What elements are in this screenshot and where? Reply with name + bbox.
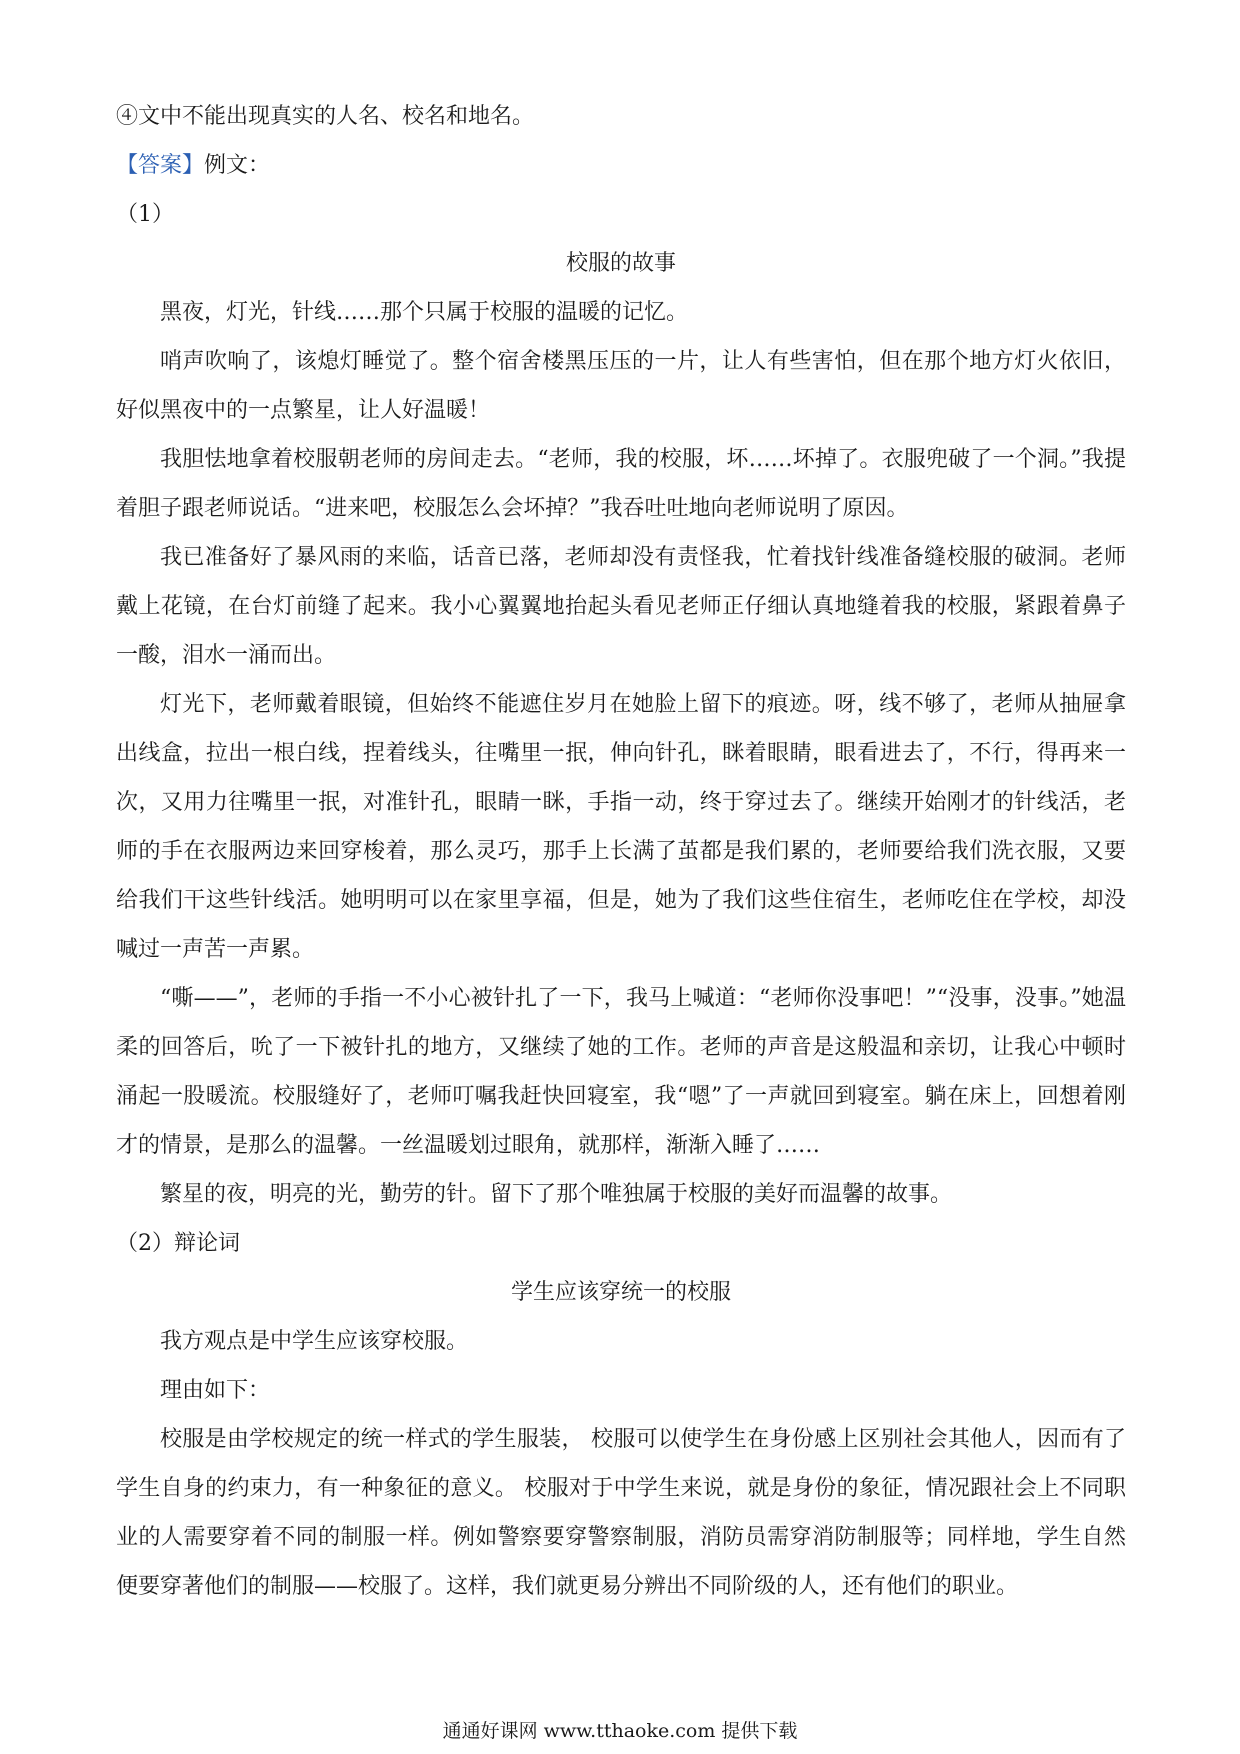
page-footer: 通通好课网 www.tthaoke.com 提供下载 bbox=[442, 1720, 798, 1742]
essay2-paragraph: 校服是由学校规定的统一样式的学生服装， 校服可以使学生在身份感上区别社会其他人，因而有了学生自身的约束力，有一种象征的意义。 校服对于中学生来说，就是身份的象征，情况跟社会上不同职业的人需要穿着不同的制服一样。例如警察要穿警察制服，消防员需穿消防制服等；同样地，学生自然便要穿著他们的制服——校服了。这样，我们就更易分辨出不同阶级的人，还有他们的职业。 bbox=[116, 1427, 1126, 1599]
answer-line bbox=[116, 141, 1126, 190]
essay2-title: 学生应该穿统一的校服 bbox=[510, 1280, 731, 1305]
essay1-title: 校服的故事 bbox=[565, 251, 676, 276]
part2-label: （2）辩论词 bbox=[116, 1231, 240, 1256]
essay1-paragraph: 灯光下，老师戴着眼镜，但始终不能遮住岁月在她脸上留下的痕迹。呀，线不够了，老师从抽屉拿出线盒，拉出一根白线，捏着线头，往嘴里一抿，伸向针孔，眯着眼睛，眼看进去了，不行，得再来一次，又用力往嘴里一抿，对准针孔，眼睛一眯，手指一动，终于穿过去了。继续开始刚才的针线活，老师的手在衣服两边来回穿梭着，那么灵巧，那手上长满了茧都是我们累的，老师要给我们洗衣服，又要给我们干这些针线活。她明明可以在家里享福，但是，她为了我们这些住宿生，老师吃住在学校，却没喊过一声苦一声累。 bbox=[116, 692, 1126, 962]
essay1-paragraph: “嘶——”，老师的手指一不小心被针扎了一下，我马上喊道：“老师你没事吧！”“没事，没事。”她温柔的回答后，吮了一下被针扎的地方，又继续了她的工作。老师的声音是这般温和亲切，让我心中顿时涌起一股暖流。校服缝好了，老师叮嘱我赶快回寝室，我“嗯”了一声就回到寝室。躺在床上，回想着刚才的情景，是那么的温馨。一丝温暖划过眼角，就那样，渐渐入睡了…… bbox=[116, 986, 1126, 1158]
document-page bbox=[116, 92, 1126, 1611]
essay1-paragraph: 哨声吹响了，该熄灯睡觉了。整个宿舍楼黑压压的一片，让人有些害怕，但在那个地方灯火依旧，好似黑夜中的一点繁星，让人好温暖！ bbox=[116, 349, 1126, 423]
part1-label: （1） bbox=[116, 202, 174, 227]
requirement-4: ④文中不能出现真实的人名、校名和地名。 bbox=[116, 104, 535, 129]
essay2-paragraph: 我方观点是中学生应该穿校服。 bbox=[160, 1329, 469, 1354]
essay1-paragraph: 我已准备好了暴风雨的来临，话音已落，老师却没有责怪我，忙着找针线准备缝校服的破洞。老师戴上花镜，在台灯前缝了起来。我小心翼翼地抬起头看见老师正仔细认真地缝着我的校服，紧跟着鼻子一酸，泪水一涌而出。 bbox=[116, 545, 1126, 668]
essay1-paragraph: 黑夜，灯光，针线……那个只属于校服的温暖的记忆。 bbox=[160, 300, 689, 325]
essay1-paragraph: 我胆怯地拿着校服朝老师的房间走去。“老师，我的校服，坏……坏掉了。衣服兜破了一个洞。”我提着胆子跟老师说话。“进来吧，校服怎么会坏掉？”我吞吐吐地向老师说明了原因。 bbox=[116, 447, 1126, 521]
essay2-paragraph: 理由如下： bbox=[160, 1378, 271, 1403]
answer-intro: 例文： bbox=[204, 153, 271, 178]
answer-tag: 【答案】 bbox=[116, 153, 205, 178]
essay1-paragraph: 繁星的夜，明亮的光，勤劳的针。留下了那个唯独属于校服的美好而温馨的故事。 bbox=[160, 1182, 953, 1207]
